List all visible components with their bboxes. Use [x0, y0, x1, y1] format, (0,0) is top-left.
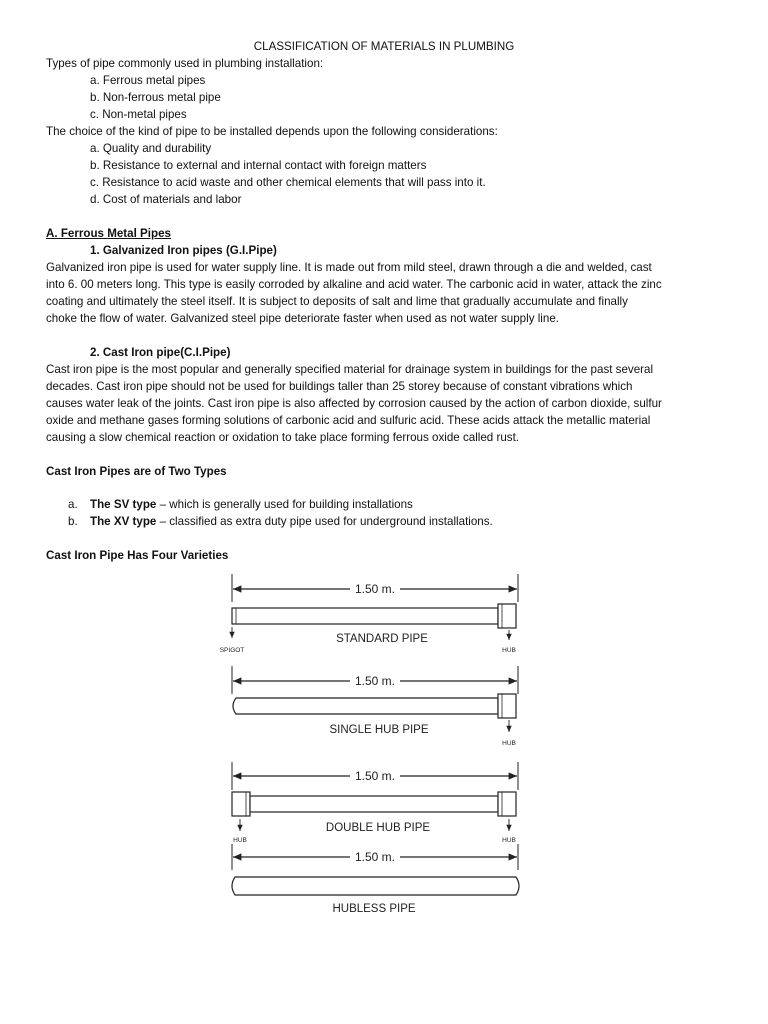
paragraph-line: coating and ultimately the steel itself. It is subject to deposits of salt and lime that gradually accumulate and finally [46, 295, 628, 308]
pipe-body [232, 608, 498, 624]
type-name: The XV type [90, 515, 157, 528]
pipe-body [233, 698, 498, 714]
types-heading: Types of pipe commonly used in plumbing installation: [46, 57, 324, 70]
pipe-body [250, 796, 498, 812]
varieties-heading: Cast Iron Pipe Has Four Varieties [46, 549, 229, 562]
type-name: The SV type [90, 498, 157, 511]
list-item: b. Resistance to external and internal contact with foreign matters [90, 159, 427, 172]
paragraph-line: choke the flow of water. Galvanized steel pipe deteriorate faster when used as not water supply line. [46, 312, 559, 325]
list-marker: a. [68, 498, 78, 511]
subsection-heading: 2. Cast Iron pipe(C.I.Pipe) [90, 346, 231, 359]
length-label: 1.50 m. [354, 674, 396, 688]
pipe-part-label: HUB [502, 740, 516, 747]
length-label: 1.50 m. [354, 582, 396, 596]
pipe-part-label: HUB [233, 837, 247, 844]
list-item [90, 496, 413, 513]
standard-pipe-figure [220, 574, 518, 654]
list-item: d. Cost of materials and labor [90, 193, 242, 206]
list-item: a. Ferrous metal pipes [90, 74, 206, 87]
subsection-heading: 1. Galvanized Iron pipes (G.I.Pipe) [90, 244, 277, 257]
single-hub-pipe-figure [232, 666, 518, 747]
hub-shape [498, 792, 516, 816]
two-types-heading: Cast Iron Pipes are of Two Types [46, 465, 227, 478]
pipe-name: STANDARD PIPE [336, 633, 428, 645]
length-label: 1.50 m. [354, 850, 396, 864]
paragraph-line: causing a slow chemical reaction or oxidation to take place forming ferrous oxide called rust. [46, 431, 520, 444]
hub-shape [498, 694, 516, 718]
pipe-name: HUBLESS PIPE [332, 903, 416, 915]
length-label: 1.50 m. [354, 769, 396, 783]
list-item: b. Non-ferrous metal pipe [90, 91, 221, 104]
pipe-part-label: HUB [502, 837, 516, 844]
section-heading: A. Ferrous Metal Pipes [46, 227, 171, 240]
paragraph-line: Cast iron pipe is the most popular and generally specified material for drainage system in buildings for the past several [46, 363, 654, 376]
pipe-body [232, 877, 519, 895]
list-marker: b. [68, 515, 78, 528]
paragraph-line: Galvanized iron pipe is used for water supply line. It is made out from mild steel, drawn through a die and welded, cast [46, 261, 652, 274]
paragraph-line: into 6. 00 meters long. This type is easily corroded by alkaline and acid water. The carbonic acid in water, attack the zinc [46, 278, 662, 291]
pipe-part-label: SPIGOT [219, 647, 245, 654]
type-description: – which is generally used for building installations [156, 498, 413, 511]
double-hub-pipe-figure [232, 762, 518, 844]
paragraph-line: oxide and methane gases forming solutions of carbonic acid and sulfuric acid. These acids attack the metallic material [46, 414, 651, 427]
hub-shape [498, 604, 516, 628]
list-item [90, 513, 493, 530]
list-item: a. Quality and durability [90, 142, 212, 155]
pipe-varieties-diagram [200, 570, 540, 920]
paragraph-line: causes water leak of the joints. Cast iron pipe is also affected by corrosion caused by the action of carbon dioxide, sulfur [46, 397, 662, 410]
pipe-name: DOUBLE HUB PIPE [325, 822, 431, 834]
pipe-part-label: HUB [502, 647, 516, 654]
list-item: c. Resistance to acid waste and other chemical elements that will pass into it. [90, 176, 486, 189]
hubless-pipe-figure [232, 844, 519, 915]
paragraph-line: decades. Cast iron pipe should not be used for buildings taller than 25 storey because of constant vibrations which [46, 380, 633, 393]
choice-heading: The choice of the kind of pipe to be installed depends upon the following considerations: [46, 125, 498, 138]
type-description: – classified as extra duty pipe used for underground installations. [156, 515, 493, 528]
page-title: CLASSIFICATION OF MATERIALS IN PLUMBING [253, 40, 515, 53]
pipe-name: SINGLE HUB PIPE [329, 724, 429, 736]
list-item: c. Non-metal pipes [90, 108, 187, 121]
hub-shape [232, 792, 250, 816]
